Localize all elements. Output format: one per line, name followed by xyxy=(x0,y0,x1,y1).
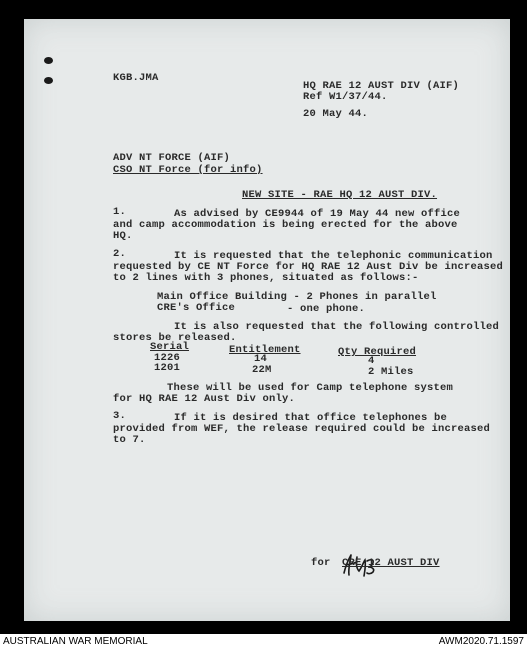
punch-hole xyxy=(44,57,53,64)
para1-line: As advised by CE9944 of 19 May 44 new office xyxy=(174,208,461,220)
para1-line: and camp accommodation is being erected for the above xyxy=(113,219,458,231)
subject-heading: NEW SITE - RAE HQ 12 AUST DIV. xyxy=(242,189,438,201)
para2-number: 2. xyxy=(113,248,127,260)
location-cre-phones: - one phone. xyxy=(287,303,366,315)
signature-for: for xyxy=(311,557,331,569)
para3-line: provided from WEF, the release required could be increased xyxy=(113,423,491,435)
para2-line: requested by CE NT Force for HQ RAE 12 Aust Div be increased xyxy=(113,261,504,273)
para2-also-line: stores be released. xyxy=(113,332,237,344)
para3-line: If it is desired that office telephones be xyxy=(174,412,448,424)
addressee-1: ADV NT FORCE (AIF) xyxy=(113,152,231,164)
footer-accession-number: AWM2020.71.1597 xyxy=(438,636,524,647)
document-date: 20 May 44. xyxy=(303,108,369,120)
para2-line: to 2 lines with 3 phones, situated as follows:- xyxy=(113,272,419,284)
location-main-office: Main Office Building - 2 Phones in parallel xyxy=(157,291,437,303)
table-cell: 1226 xyxy=(154,352,181,364)
hq-line: HQ RAE 12 AUST DIV (AIF) xyxy=(303,80,460,92)
usage-line: These will be used for Camp telephone system xyxy=(167,382,454,394)
usage-line: for HQ RAE 12 Aust Div only. xyxy=(113,393,296,405)
para3-number: 3. xyxy=(113,410,127,422)
para1-number: 1. xyxy=(113,206,127,218)
location-cre-office: CRE's Office xyxy=(157,302,236,314)
para2-also-line: It is also requested that the following controlled xyxy=(174,321,500,333)
signature-unit: CRE 12 AUST DIV xyxy=(342,557,440,569)
para3-line: to 7. xyxy=(113,434,146,446)
footer-archive-name: AUSTRALIAN WAR MEMORIAL xyxy=(3,636,148,647)
table-cell: 2 Miles xyxy=(368,366,414,378)
table-cell: 1201 xyxy=(154,362,181,374)
table-header-qty: Qty Required xyxy=(338,346,417,358)
table-header-serial: Serial xyxy=(150,341,190,353)
table-cell: 14 xyxy=(254,353,268,365)
para1-line: HQ. xyxy=(113,230,133,242)
addressee-2: CSO NT Force (for info) xyxy=(113,164,263,176)
sender-initials: KGB.JMA xyxy=(113,72,159,84)
table-cell: 22M xyxy=(252,364,272,376)
document-page xyxy=(24,19,510,621)
para2-line: It is requested that the telephonic communication xyxy=(174,250,493,262)
punch-hole xyxy=(44,77,53,84)
reference-number: Ref W1/37/44. xyxy=(303,91,388,103)
table-cell: 4 xyxy=(368,355,375,367)
table-header-entitlement: Entitlement xyxy=(229,344,301,356)
